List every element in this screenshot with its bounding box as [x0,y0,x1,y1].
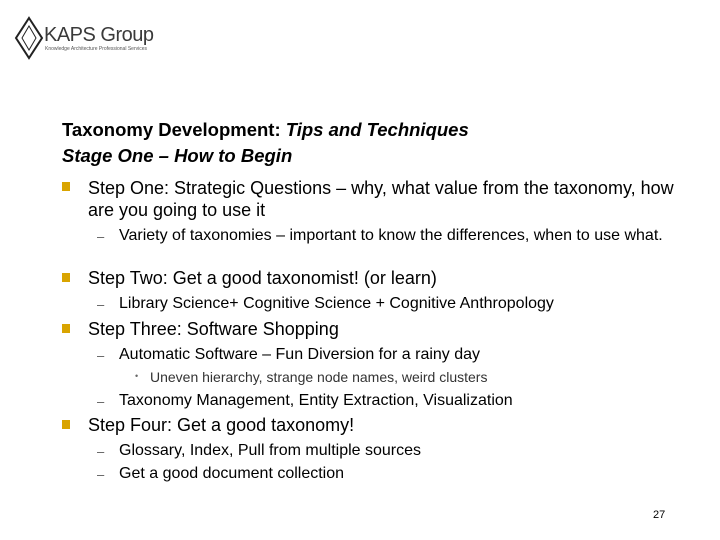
list-bullet [62,324,70,333]
sub-sub-item: Uneven hierarchy, strange node names, weird clusters [150,369,488,385]
sub-item: Taxonomy Management, Entity Extraction, Visualization [119,392,513,409]
sub-item: Variety of taxonomies – important to know the differences, when to use what. [119,227,663,244]
sub-item: Get a good document collection [119,465,345,482]
dot-marker: • [135,371,139,381]
dash-marker: – [97,444,105,459]
title-line-2: Stage One – How to Begin [62,145,293,166]
sub-item: Library Science+ Cognitive Science + Cognitive Anthropology [119,295,554,312]
dash-marker: – [97,394,105,409]
list-bullet [62,273,70,282]
list-bullet [62,420,70,429]
sub-item: Glossary, Index, Pull from multiple sources [119,442,422,459]
list-item-step-one: Step One: Strategic Questions – why, what value from the taxonomy, how are you going to use it [88,178,674,220]
logo-tagline: Knowledge Architecture Professional Services [45,46,147,52]
title-italic: Tips and Techniques [285,119,469,140]
logo-name: KAPS Group [44,24,154,46]
dash-marker: – [97,348,105,363]
dash-marker: – [97,229,105,244]
list-bullet [62,182,70,191]
list-item-step-four: Step Four: Get a good taxonomy! [88,415,355,435]
title-bold: Taxonomy Development: [62,119,286,140]
dash-marker: – [97,297,105,312]
list-item-step-two: Step Two: Get a good taxonomist! (or learn) [88,268,437,288]
page-number: 27 [653,509,666,521]
sub-item: Automatic Software – Fun Diversion for a rainy day [119,346,481,363]
list-item-step-three: Step Three: Software Shopping [88,319,339,339]
dash-marker: – [97,467,105,482]
